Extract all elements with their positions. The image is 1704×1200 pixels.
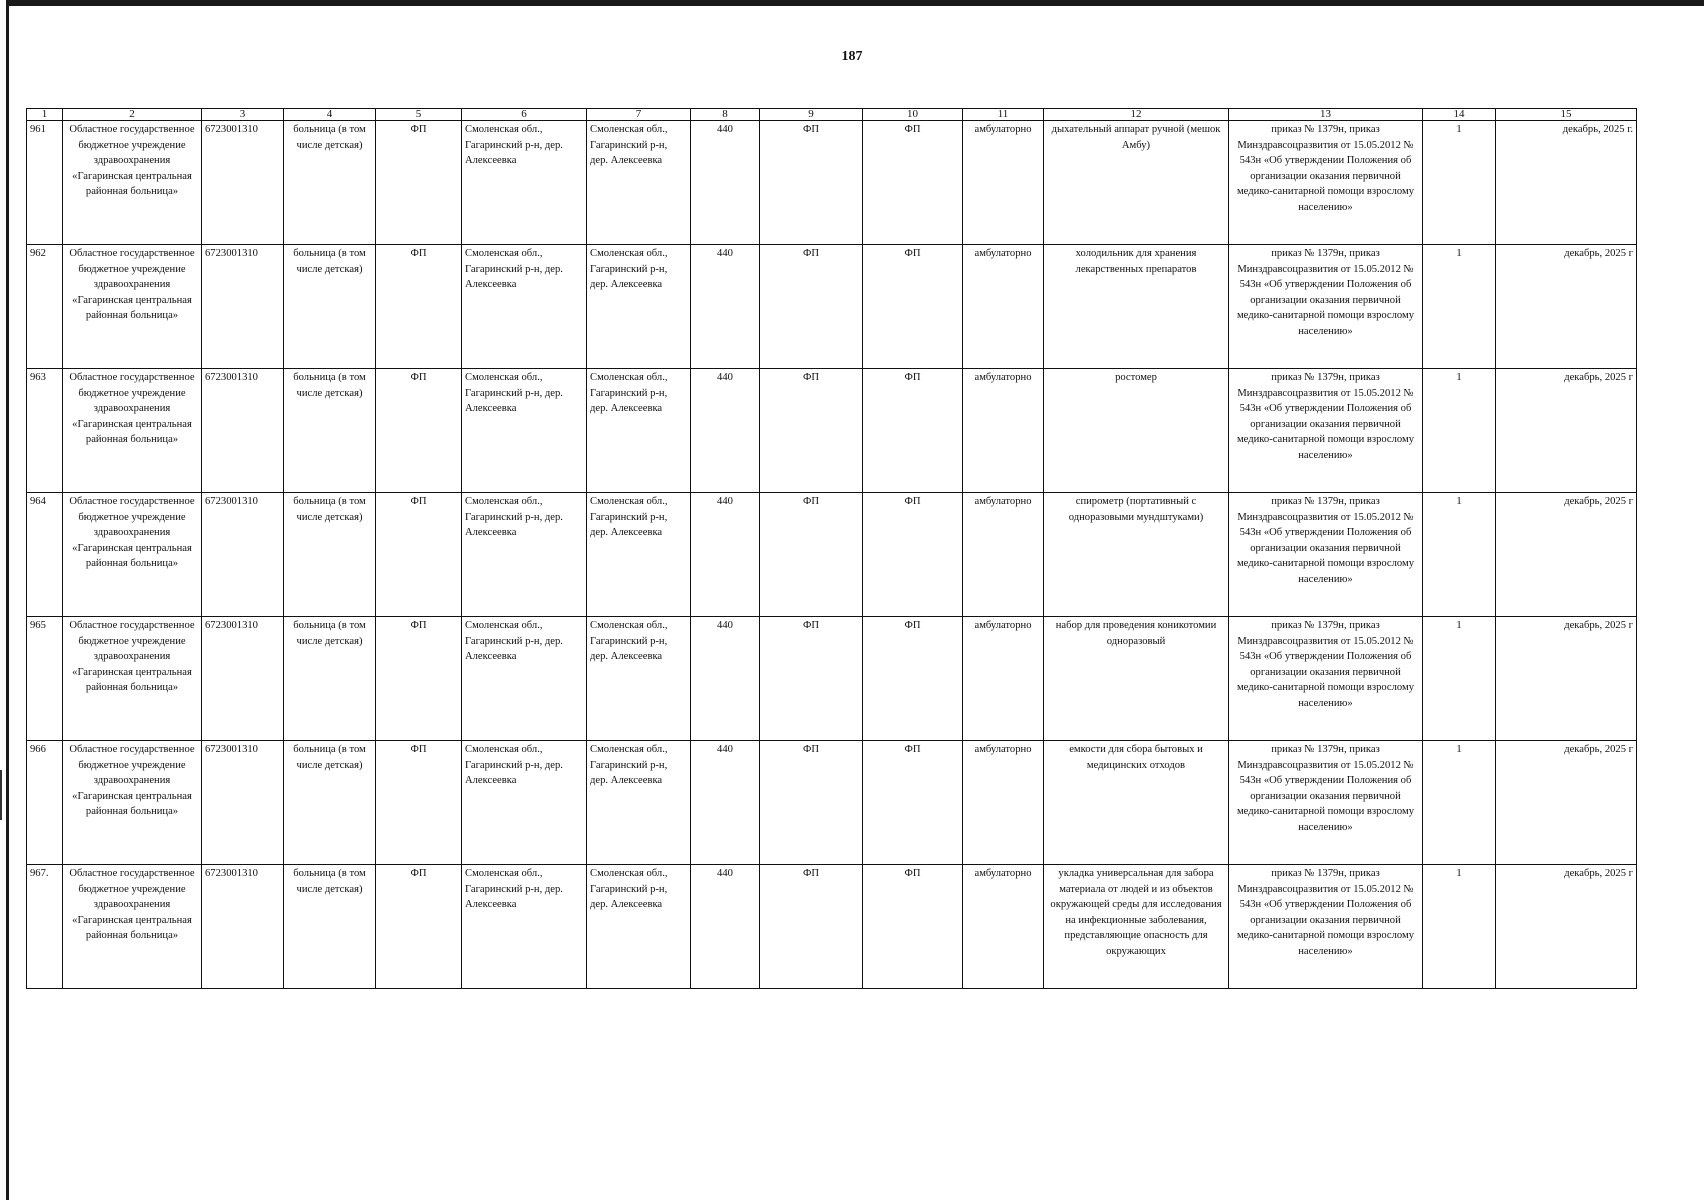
row-number: 967. — [27, 865, 63, 989]
unit-type: ФП — [376, 865, 462, 989]
table-body — [27, 121, 1637, 989]
deadline-date: декабрь, 2025 г — [1496, 617, 1637, 741]
quantity-cell: 1 — [1423, 121, 1496, 245]
table-row — [27, 245, 1637, 369]
unit-type: ФП — [376, 741, 462, 865]
header-row — [27, 109, 1637, 121]
deadline-date: декабрь, 2025 г — [1496, 245, 1637, 369]
regulation-order: приказ № 1379н, приказ Минздравсоцразвития от 15.05.2012 № 543н «Об утверждении Положения об организации оказания первичной медико-санитарной помощи взрослому населению» — [1229, 245, 1423, 369]
institution-name: Областное государственное бюджетное учреждение здравоохранения «Гагаринская центральная районная больница» — [63, 121, 202, 245]
unit-code-cell: ФП — [863, 617, 963, 741]
unit-code-cell: ФП — [760, 493, 863, 617]
inn-code: 6723001310 — [202, 121, 284, 245]
quantity-cell: 1 — [1423, 245, 1496, 369]
quantity-cell: 1 — [1423, 369, 1496, 493]
unit-type: ФП — [376, 369, 462, 493]
inn-code: 6723001310 — [202, 741, 284, 865]
equipment-table — [26, 108, 1637, 989]
population-cell: 440 — [691, 245, 760, 369]
column-header: 5 — [376, 109, 462, 121]
column-header: 14 — [1423, 109, 1496, 121]
population-cell: 440 — [691, 369, 760, 493]
scan-left-mark — [0, 770, 2, 820]
row-number: 962 — [27, 245, 63, 369]
regulation-order: приказ № 1379н, приказ Минздравсоцразвития от 15.05.2012 № 543н «Об утверждении Положения об организации оказания первичной медико-санитарной помощи взрослому населению» — [1229, 741, 1423, 865]
table-row — [27, 617, 1637, 741]
equipment-name: набор для проведения коникотомии одноразовый — [1044, 617, 1229, 741]
equipment-name: холодильник для хранения лекарственных препаратов — [1044, 245, 1229, 369]
unit-code-cell: ФП — [863, 369, 963, 493]
quantity-cell: 1 — [1423, 865, 1496, 989]
address-cell: Смоленская обл., Гагаринский р-н, дер. Алексеевка — [587, 741, 691, 865]
column-header: 3 — [202, 109, 284, 121]
equipment-name: дыхательный аппарат ручной (мешок Амбу) — [1044, 121, 1229, 245]
scan-left-edge — [6, 0, 9, 1200]
column-header: 8 — [691, 109, 760, 121]
column-header: 11 — [963, 109, 1044, 121]
equipment-name: спирометр (портативный с одноразовыми мундштуками) — [1044, 493, 1229, 617]
unit-code-cell: ФП — [760, 865, 863, 989]
column-header: 6 — [462, 109, 587, 121]
regulation-order: приказ № 1379н, приказ Минздравсоцразвития от 15.05.2012 № 543н «Об утверждении Положения об организации оказания первичной медико-санитарной помощи взрослому населению» — [1229, 617, 1423, 741]
column-header: 15 — [1496, 109, 1637, 121]
institution-name: Областное государственное бюджетное учреждение здравоохранения «Гагаринская центральная районная больница» — [63, 493, 202, 617]
address-cell: Смоленская обл., Гагаринский р-н, дер. Алексеевка — [587, 865, 691, 989]
facility-type: больница (в том числе детская) — [284, 245, 376, 369]
unit-code-cell: ФП — [760, 741, 863, 865]
inn-code: 6723001310 — [202, 493, 284, 617]
unit-code-cell: ФП — [760, 369, 863, 493]
inn-code: 6723001310 — [202, 369, 284, 493]
page-number: 187 — [841, 49, 863, 64]
care-mode: амбулаторно — [963, 741, 1044, 865]
column-header: 2 — [63, 109, 202, 121]
inn-code: 6723001310 — [202, 617, 284, 741]
facility-type: больница (в том числе детская) — [284, 493, 376, 617]
unit-type: ФП — [376, 121, 462, 245]
address-cell: Смоленская обл., Гагаринский р-н, дер. Алексеевка — [462, 617, 587, 741]
row-number: 964 — [27, 493, 63, 617]
institution-name: Областное государственное бюджетное учреждение здравоохранения «Гагаринская центральная районная больница» — [63, 865, 202, 989]
column-header: 4 — [284, 109, 376, 121]
column-header: 13 — [1229, 109, 1423, 121]
column-header: 10 — [863, 109, 963, 121]
row-number: 963 — [27, 369, 63, 493]
address-cell: Смоленская обл., Гагаринский р-н, дер. Алексеевка — [587, 245, 691, 369]
unit-code-cell: ФП — [863, 865, 963, 989]
table-row — [27, 741, 1637, 865]
quantity-cell: 1 — [1423, 741, 1496, 865]
care-mode: амбулаторно — [963, 493, 1044, 617]
unit-code-cell: ФП — [863, 493, 963, 617]
equipment-name: ростомер — [1044, 369, 1229, 493]
inn-code: 6723001310 — [202, 865, 284, 989]
table-row — [27, 121, 1637, 245]
address-cell: Смоленская обл., Гагаринский р-н, дер. Алексеевка — [462, 741, 587, 865]
equipment-name: укладка универсальная для забора материала от людей и из объектов окружающей среды для исследования на инфекционные заболевания, представляющие опасность для окружающих — [1044, 865, 1229, 989]
unit-type: ФП — [376, 245, 462, 369]
inn-code: 6723001310 — [202, 245, 284, 369]
address-cell: Смоленская обл., Гагаринский р-н, дер. Алексеевка — [587, 369, 691, 493]
care-mode: амбулаторно — [963, 617, 1044, 741]
deadline-date: декабрь, 2025 г — [1496, 369, 1637, 493]
deadline-date: декабрь, 2025 г — [1496, 493, 1637, 617]
unit-type: ФП — [376, 493, 462, 617]
address-cell: Смоленская обл., Гагаринский р-н, дер. Алексеевка — [587, 493, 691, 617]
table-row — [27, 865, 1637, 989]
institution-name: Областное государственное бюджетное учреждение здравоохранения «Гагаринская центральная районная больница» — [63, 369, 202, 493]
facility-type: больница (в том числе детская) — [284, 741, 376, 865]
quantity-cell: 1 — [1423, 493, 1496, 617]
deadline-date: декабрь, 2025 г — [1496, 741, 1637, 865]
institution-name: Областное государственное бюджетное учреждение здравоохранения «Гагаринская центральная районная больница» — [63, 617, 202, 741]
unit-type: ФП — [376, 617, 462, 741]
unit-code-cell: ФП — [863, 245, 963, 369]
table-row — [27, 369, 1637, 493]
row-number: 965 — [27, 617, 63, 741]
facility-type: больница (в том числе детская) — [284, 369, 376, 493]
care-mode: амбулаторно — [963, 245, 1044, 369]
address-cell: Смоленская обл., Гагаринский р-н, дер. Алексеевка — [462, 493, 587, 617]
population-cell: 440 — [691, 741, 760, 865]
row-number: 961 — [27, 121, 63, 245]
unit-code-cell: ФП — [760, 121, 863, 245]
population-cell: 440 — [691, 865, 760, 989]
address-cell: Смоленская обл., Гагаринский р-н, дер. Алексеевка — [462, 865, 587, 989]
equipment-name: емкости для сбора бытовых и медицинских отходов — [1044, 741, 1229, 865]
regulation-order: приказ № 1379н, приказ Минздравсоцразвития от 15.05.2012 № 543н «Об утверждении Положения об организации оказания первичной медико-санитарной помощи взрослому населению» — [1229, 865, 1423, 989]
table-row — [27, 493, 1637, 617]
column-header: 7 — [587, 109, 691, 121]
institution-name: Областное государственное бюджетное учреждение здравоохранения «Гагаринская центральная районная больница» — [63, 245, 202, 369]
column-header: 1 — [27, 109, 63, 121]
quantity-cell: 1 — [1423, 617, 1496, 741]
address-cell: Смоленская обл., Гагаринский р-н, дер. Алексеевка — [462, 245, 587, 369]
unit-code-cell: ФП — [863, 741, 963, 865]
unit-code-cell: ФП — [863, 121, 963, 245]
address-cell: Смоленская обл., Гагаринский р-н, дер. Алексеевка — [462, 369, 587, 493]
column-header: 9 — [760, 109, 863, 121]
row-number: 966 — [27, 741, 63, 865]
regulation-order: приказ № 1379н, приказ Минздравсоцразвития от 15.05.2012 № 543н «Об утверждении Положения об организации оказания первичной медико-санитарной помощи взрослому населению» — [1229, 493, 1423, 617]
care-mode: амбулаторно — [963, 121, 1044, 245]
unit-code-cell: ФП — [760, 245, 863, 369]
regulation-order: приказ № 1379н, приказ Минздравсоцразвития от 15.05.2012 № 543н «Об утверждении Положения об организации оказания первичной медико-санитарной помощи взрослому населению» — [1229, 121, 1423, 245]
address-cell: Смоленская обл., Гагаринский р-н, дер. Алексеевка — [462, 121, 587, 245]
population-cell: 440 — [691, 617, 760, 741]
address-cell: Смоленская обл., Гагаринский р-н, дер. Алексеевка — [587, 617, 691, 741]
population-cell: 440 — [691, 493, 760, 617]
scan-top-edge — [6, 0, 1704, 6]
facility-type: больница (в том числе детская) — [284, 617, 376, 741]
deadline-date: декабрь, 2025 г. — [1496, 121, 1637, 245]
column-header: 12 — [1044, 109, 1229, 121]
facility-type: больница (в том числе детская) — [284, 865, 376, 989]
institution-name: Областное государственное бюджетное учреждение здравоохранения «Гагаринская центральная районная больница» — [63, 741, 202, 865]
population-cell: 440 — [691, 121, 760, 245]
unit-code-cell: ФП — [760, 617, 863, 741]
care-mode: амбулаторно — [963, 865, 1044, 989]
regulation-order: приказ № 1379н, приказ Минздравсоцразвития от 15.05.2012 № 543н «Об утверждении Положения об организации оказания первичной медико-санитарной помощи взрослому населению» — [1229, 369, 1423, 493]
address-cell: Смоленская обл., Гагаринский р-н, дер. Алексеевка — [587, 121, 691, 245]
care-mode: амбулаторно — [963, 369, 1044, 493]
facility-type: больница (в том числе детская) — [284, 121, 376, 245]
deadline-date: декабрь, 2025 г — [1496, 865, 1637, 989]
